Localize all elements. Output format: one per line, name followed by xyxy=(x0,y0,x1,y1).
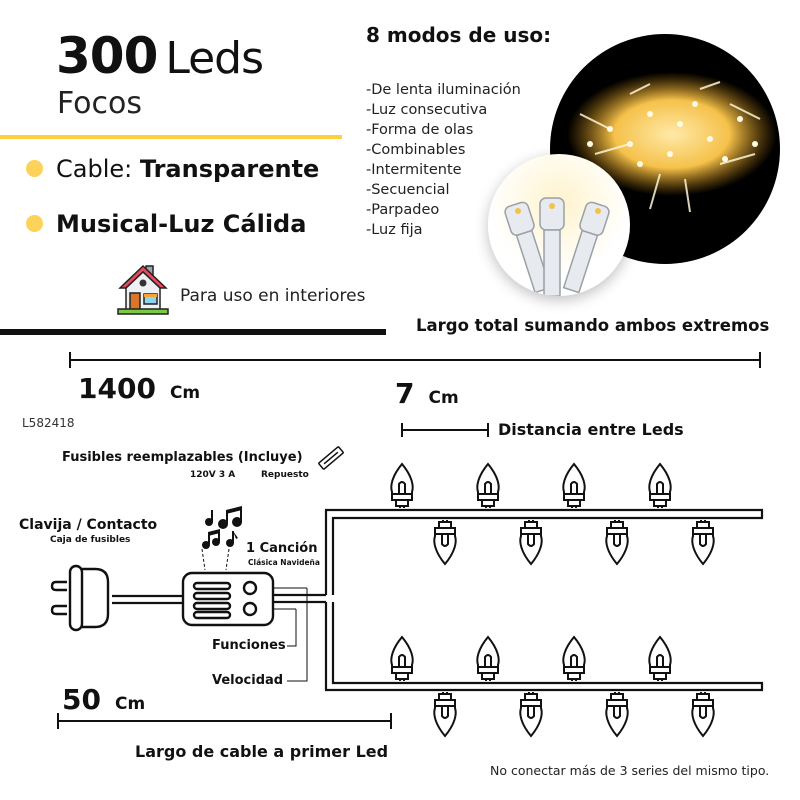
fuses-spare: Repuesto xyxy=(261,470,309,480)
led-count: 300 xyxy=(56,27,158,85)
total-length-label: Largo total sumando ambos extremos xyxy=(416,316,770,335)
plug-subtitle: Caja de fusibles xyxy=(50,535,131,545)
footer-note: No conectar más de 3 series del mismo tipo. xyxy=(490,763,770,778)
feature-cable-label: Cable: xyxy=(56,155,140,183)
functions-label: Funciones xyxy=(212,638,286,653)
speed-label: Velocidad xyxy=(212,673,284,688)
lead-length-unit: Cm xyxy=(114,694,146,714)
mode-item: -De lenta iluminación xyxy=(366,82,521,98)
spacing-length xyxy=(395,378,459,414)
indoor-label: Para uso en interiores xyxy=(180,286,366,306)
mode-item: -Secuencial xyxy=(366,182,450,198)
led-bulb-icon xyxy=(391,637,713,736)
product-code: L582418 xyxy=(22,416,75,430)
led-unit: Leds xyxy=(165,33,264,84)
song-subtitle: Clásica Navideña xyxy=(248,558,320,567)
feature-musical-value: Musical-Luz Cálida xyxy=(56,210,307,238)
mode-item: -Parpadeo xyxy=(366,202,440,218)
modes-title: 8 modos de uso: xyxy=(366,23,552,47)
mode-item: -Luz fija xyxy=(366,222,423,238)
spacing-label: Distancia entre Leds xyxy=(498,420,684,439)
song-title: 1 Canción xyxy=(246,541,318,556)
subtitle: Focos xyxy=(57,86,143,121)
spacing-length-value: 7 xyxy=(395,377,415,410)
mode-item: -Combinables xyxy=(366,142,466,158)
total-length-unit: Cm xyxy=(169,383,201,403)
fuses-rating: 120V 3 A xyxy=(190,470,236,480)
lead-label: Largo de cable a primer Led xyxy=(135,742,389,761)
mode-item: -Intermitente xyxy=(366,162,462,178)
lead-length xyxy=(62,684,145,720)
total-length xyxy=(78,373,200,409)
mode-item: -Luz consecutiva xyxy=(366,102,488,118)
led-bulb-icon xyxy=(391,464,713,564)
spacing-length-unit: Cm xyxy=(428,388,459,408)
lead-length-value: 50 xyxy=(62,683,101,716)
plug-title: Clavija / Contacto xyxy=(19,517,158,533)
mode-item: -Forma de olas xyxy=(366,122,474,138)
total-length-value: 1400 xyxy=(78,372,156,405)
fuses-title: Fusibles reemplazables (Incluye) xyxy=(62,450,303,465)
feature-cable-value: Transparente xyxy=(139,155,320,183)
